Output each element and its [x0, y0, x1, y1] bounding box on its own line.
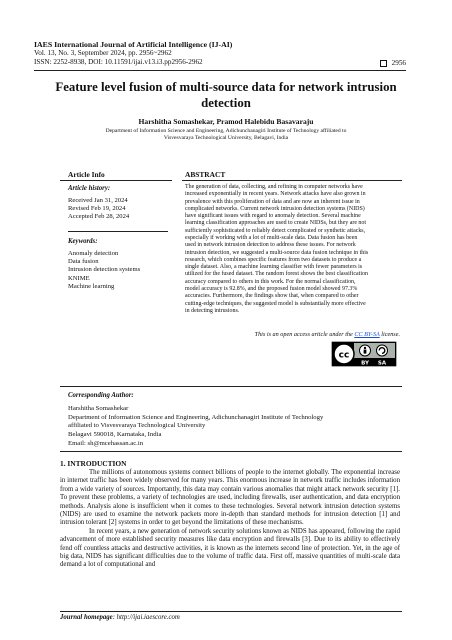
article-history-list: [68, 197, 129, 222]
corresponding-heading: Corresponding Author:: [68, 392, 134, 399]
keyword-item: KNIME: [68, 274, 90, 282]
badge-by-label: BY: [361, 360, 369, 366]
abstract-line: especially if working with a lot of multi-scale data. Data fusion has been: [185, 234, 358, 241]
keyword-item: Machine learning: [68, 282, 115, 290]
paper-title-line1: Feature level fusion of multi-source data for network intrusion: [55, 80, 397, 94]
cc-by-sa-badge[interactable]: [331, 341, 397, 367]
intro-paragraph-2: In recent years, a new generation of network security solutions known as NIDS has appeared, following the rapid advancement of more established security measures like data encryption and firewalls [3]. Due to its ability to effectively fend off countless attacks and destructive activities, it is known as the internets second line of protection. Yet, in the age of big data, NIDS has significant difficulties due to the volume of traffic data. First off, massive quantities of multi-scale data demand a lot of computational and: [60, 527, 400, 569]
abstract-line: single dataset. Also, a machine learning classifier with fewer parameters is: [185, 264, 363, 271]
footer-label: Journal homepage: [60, 614, 113, 621]
introduction-heading: 1. INTRODUCTION: [60, 459, 127, 468]
footer-url[interactable]: http://ijai.iaescore.com: [116, 614, 180, 621]
abstract-line: The generation of data, collecting, and refining in computer networks have: [185, 184, 363, 190]
abstract-body: [185, 184, 400, 315]
badge-sa-label: SA: [377, 360, 387, 366]
footer-rule: [60, 611, 402, 612]
journal-issn: ISSN: 2252-8938, DOI: 10.11591/ijai.v13.i3.pp2956-2962: [34, 58, 203, 67]
page-box-icon: [380, 60, 387, 67]
abstract-line: utilized for the fused dataset. The random forest shows the best classification: [185, 271, 368, 278]
abstract-line: in detecting intrusions.: [185, 307, 240, 314]
paper-title-line2: detection: [201, 95, 251, 110]
corresponding-affil: affiliated to Visvesvaraya Technological University: [68, 422, 206, 430]
abstract-line: used in network intrusion detection to address these issues. For network: [185, 242, 356, 249]
abstract-line: intrusion detection, we suggested a multi-source data fusion technique in this: [185, 249, 369, 256]
abstract-line: have significant issues with regard to anomaly detection. Several machine: [185, 213, 361, 220]
abstract-heading: ABSTRACT: [185, 170, 226, 179]
corresponding-name: Harshitha Somashekar: [68, 405, 129, 412]
introduction-body: [60, 469, 400, 570]
history-accepted: Accepted Feb 28, 2024: [68, 213, 130, 221]
abstract-line: increased exponentially in recent years. Network attacks have also grown in: [185, 191, 366, 198]
abstract-line: accuracy compared to others in this work. For the normal classification,: [185, 278, 356, 285]
corresponding-address: Belagavi 590018, Karnataka, India: [68, 431, 162, 439]
keyword-item: Data fusion: [68, 258, 99, 266]
journal-homepage-footer: [60, 614, 180, 621]
keywords-list: [68, 250, 140, 291]
abstract-line: accuracies. Furthermore, the findings show that, when compared to other: [185, 293, 359, 300]
article-info-heading: Article Info: [68, 170, 105, 179]
corresponding-bottom-rule: [60, 451, 402, 452]
article-info-rule: [60, 180, 172, 181]
open-access-prefix: This is an open access article under the: [254, 331, 355, 338]
keyword-item: Anomaly detection: [68, 250, 119, 257]
paper-authors: Harshitha Somashekar, Pramod Halebidu Basavaraju: [138, 117, 314, 126]
abstract-bottom-rule: [60, 386, 402, 387]
journal-volume: Vol. 13, No. 3, September 2024, pp. 2956~2962: [34, 49, 172, 58]
header-rule: [34, 70, 406, 71]
corresponding-email: Email: sh@mcehassan.ac.in: [68, 439, 144, 447]
cc-badge-icon: [332, 342, 396, 366]
abstract-line: complicated networks. Current network intrusion detection systems (NIDS): [185, 205, 365, 212]
paper-affiliation: [60, 128, 392, 142]
keywords-heading: Keywords:: [68, 238, 98, 245]
abstract-line: sufficiently sophisticated to reliably detect complicated or synthetic attacks,: [185, 227, 366, 234]
abstract-line: model accuracy is 92.8%, and the proposed fusion model showed 97.3%: [185, 285, 358, 292]
journal-name: IAES International Journal of Artificial Intelligence (IJ-AI): [34, 40, 233, 49]
intro-paragraph-1: The millions of autonomous systems connect billions of people to the internet globally. The exponential increase in internet traffic has been widely observed for many years. This enormous increase in network traffic includes information from a wide variety of sources. Importantly, this data may contain various anomalies that might attack network security [1]. To prevent these problems, a variety of technologies are used, including firewalls, user authentication, and data encryption methods. Analysis alone is insufficient when it comes to these technologies. Several network intrusion detection systems (NIDS) are used to examine the network packets more in-depth than standard methods for intrusion detection [1] and intrusion tolerant [2] systems in order to get beyond the limitations of these mechanisms.: [60, 469, 400, 527]
history-received: Received Jan 31, 2024: [68, 197, 128, 204]
journal-header: [34, 40, 232, 68]
corresponding-details: [68, 405, 323, 449]
cc-letters: cc: [338, 350, 350, 361]
history-rule: [68, 231, 168, 232]
abstract-line: prevalence with this proliferation of data and are now an inherent issue in: [185, 198, 360, 205]
corresponding-dept: Department of Information Science and Engineering, Adichunchanagiri Institute of Technology: [68, 413, 324, 421]
affiliation-line2: Visvesvaraya Technological University, Belagavi, India: [163, 135, 289, 141]
open-access-note: [185, 331, 400, 338]
abstract-rule: [182, 180, 402, 181]
article-history-heading: Article history:: [68, 185, 111, 192]
affiliation-line1: Department of Information Science and Engineering, Adichunchanagiri Institute of Technology affiliated to: [105, 128, 347, 134]
history-revised: Revised Feb 19, 2024: [68, 205, 126, 213]
abstract-line: cutting-edge techniques, the suggested model is substantially more effective: [185, 300, 366, 307]
page-number: 2956: [391, 59, 406, 67]
license-link[interactable]: CC BY-SA: [354, 331, 380, 338]
page-number-block: [380, 59, 406, 67]
keyword-item: Intrusion detection systems: [68, 266, 141, 274]
open-access-suffix: license.: [379, 331, 400, 338]
paper-title: [40, 80, 412, 111]
abstract-line: research, which combines specific features from two datasets to produce a: [185, 256, 362, 263]
abstract-line: learning classification approaches are used to create NIDSs, but they are not: [185, 220, 367, 227]
footer-colon: :: [112, 614, 117, 621]
